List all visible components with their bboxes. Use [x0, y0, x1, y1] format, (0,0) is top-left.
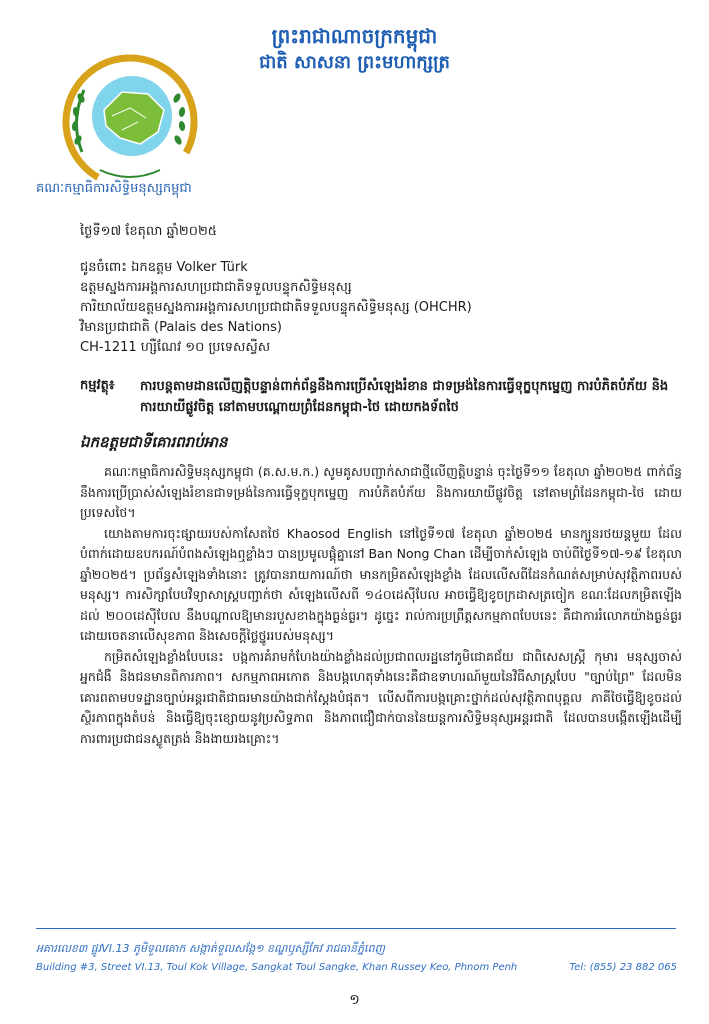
footer-divider — [36, 928, 676, 929]
subject-label: កម្មវត្ថុ៖ — [80, 378, 115, 393]
chrc-logo-icon — [60, 52, 200, 192]
subject-block — [80, 376, 680, 418]
kingdom-title: ព្រះរាជាណាចក្រកម្ពុជា — [271, 24, 438, 48]
recipient-line: ឧត្តមស្នងការអង្គការសហប្រជាជាតិទទួលបន្ទុកសិទ្ធិមនុស្ស — [80, 280, 352, 295]
page-number: ១ — [349, 992, 360, 1008]
recipient-line: CH-1211 ហ្សឺណែវ ១០ ប្រទេសស្វីស — [80, 340, 271, 355]
organization-name: គណៈកម្មាធិការសិទ្ធិមនុស្សកម្ពុជា — [36, 181, 192, 196]
footer-telephone: Tel: (855) 23 882 065 — [569, 962, 677, 973]
footer-address-khmer: អគារលេខ៣ ផ្លូវVI.13 ភូមិទួលគោក សង្កាត់ទួលសង្កែ១ ខណ្ឌឫស្សីកែវ រាជធានីភ្នំពេញ — [36, 942, 385, 955]
recipient-line: ជូនចំពោះ ឯកឧត្តម Volker Türk — [80, 260, 248, 275]
letter-date: ថ្ងៃទី១៧ ខែតុលា ឆ្នាំ២០២៥ — [80, 224, 217, 239]
salutation: ឯកឧត្តមជាទីគោរពរាប់អាន — [80, 433, 228, 451]
recipient-line: វិមានប្រជាជាតិ (Palais des Nations) — [80, 320, 283, 335]
letter-body — [80, 462, 682, 749]
subject-text: ការបន្តតាមដានលើញត្តិបន្ទាន់ពាក់ព័ន្ធនឹងការប្រើសំឡេងរំខាន ជាទម្រង់នៃការធ្វើទុក្ខបុកម្នេញ ការបំភិតបំភ័យ និងការយាយីផ្លូវចិត្ត នៅតាមបណ្ដោយព្រំដែនកម្ពុជា-ថៃ ដោយកងទ័ពថៃ — [140, 379, 669, 415]
footer-address-english: Building #3, Street VI.13, Toul Kok Village, Sangkat Toul Sangke, Khan Russey Keo, Phnom Penh — [36, 962, 518, 973]
body-paragraph: កម្រិតសំឡេងខ្លាំងបែបនេះ បង្កការគំរាមកំហែងយ៉ាងខ្លាំងដល់ប្រជាពលរដ្ឋនៅភូមិជោគជ័យ ជាពិសេសស្ត្រី កុមារ មនុស្សចាស់ អ្នកជំងឺ និងជនមានពិការភាព។ សកម្មភាពអកោត និងបង្កហេតុទាំងនេះគឺជាឧទាហរណ៍មួយនៃវិធីសាស្ត្របែប "ច្បាប់ព្រៃ" ដែលមិនគោរពតាមបទដ្ឋានច្បាប់អន្តរជាតិជាធរមានយ៉ាងជាក់ស្តែងបំផុត។ លើសពីការបង្កគ្រោះថ្នាក់ដល់សុវត្ថិភាពបុគ្គល ភាគីថៃធ្វើឱ្យខូចដល់ស្ថិរភាពក្នុងតំបន់ និងធ្វើឱ្យចុះខ្សោយនូវប្រសិទ្ធភាព និងភាពជឿជាក់បាននៃយន្តការសិទ្ធិមនុស្សអន្តរជាតិ ដែលបានបង្កើតឡើងដើម្បីការពារប្រជាជនស្លូតត្រង់ និងងាយរងគ្រោះ។ — [80, 648, 682, 746]
body-paragraph: គណៈកម្មាធិការសិទ្ធិមនុស្សកម្ពុជា (គ.ស.ម.ក.) សូមគូសបញ្ជាក់សាជាថ្មីលើញត្តិបន្ទាន់ ចុះថ្ងៃទី១១ ខែតុលា ឆ្នាំ២០២៥ ពាក់ព័ន្ធនឹងការប្រើប្រាស់សំឡេងរំខានជាទម្រង់នៃការធ្វើទុក្ខបុកម្នេញ ការបំភិតបំភ័យ និងការយាយីផ្លូវចិត្ត នៅតាមព្រំដែនកម្ពុជា-ថៃ ដោយប្រទេសថៃ។ — [80, 464, 682, 520]
national-motto: ជាតិ សាសនា ព្រះមហាក្សត្រ — [259, 52, 450, 73]
recipient-block — [80, 258, 680, 358]
recipient-line: ការិយាល័យឧត្តមស្នងការអង្គការសហប្រជាជាតិទទួលបន្ទុកសិទ្ធិមនុស្ស (OHCHR) — [80, 300, 472, 315]
body-paragraph: យោងតាមការចុះផ្សាយរបស់កាសែតថៃ Khaosod English នៅថ្ងៃទី១៧ ខែតុលា ឆ្នាំ២០២៥ មានក្បួនរថយន្តមួយ ដែលបំពាក់ដោយឧបករណ៍បំពងសំឡេងឮខ្លាំងៗ បានប្រមូលផ្ដុំគ្នានៅ Ban Nong Chan ដើម្បីចាក់សំឡេង ចាប់ពីថ្ងៃទី១៧-១៩ ខែតុលា ឆ្នាំ២០២៥។ ប្រព័ន្ធសំឡេងទាំងនោះ ត្រូវបានរាយការណ៍ថា មានកម្រិតសំឡេងខ្លាំង ដែលលើសពីដែនកំណត់សម្រាប់សុវត្ថិភាពរបស់មនុស្ស។ ការសិក្សាបែបវិទ្យាសាស្ត្របញ្ជាក់ថា សំឡេងលើសពី ១៤០ដេស៊ីបែល អាចធ្វើឱ្យខូចក្រដាសត្រចៀក ខណៈដែលកម្រិតឡើងដល់ ២០០ដេស៊ីបែល នឹងបណ្ដាលឱ្យមានរបួសខាងក្នុងធ្ងន់ធ្ងរ។ ដូច្នេះ រាល់ការប្រព្រឹត្តសកម្មភាពបែបនេះ គឺជាការរំលោភយ៉ាងធ្ងន់ធ្ងរដោយចេតនាលើសុខភាព និងសេចក្តីថ្លៃថ្នូររបស់មនុស្ស។ — [80, 525, 682, 643]
